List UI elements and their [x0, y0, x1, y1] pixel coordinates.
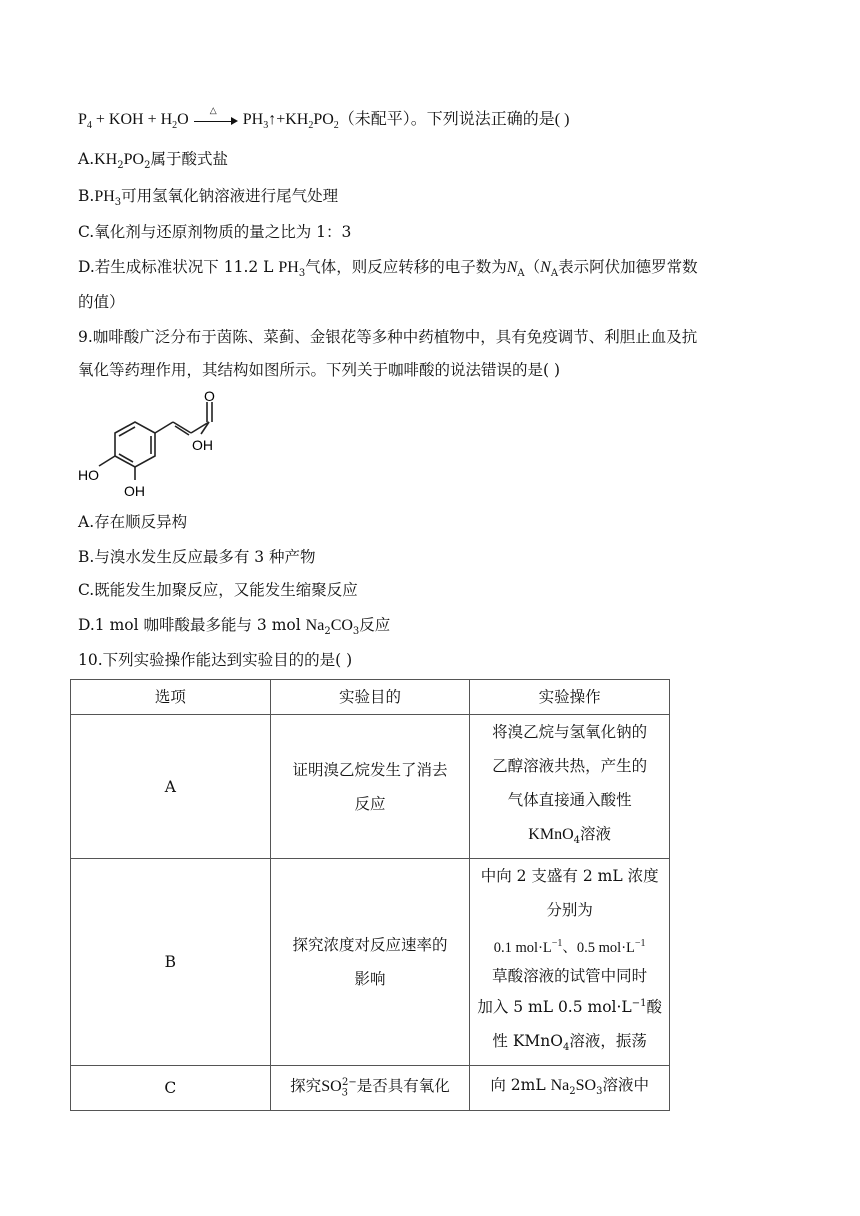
header-option: 选项: [71, 680, 271, 715]
q9-stem-line2: 氧化等药理作用，其结构如图所示。下列关于咖啡酸的说法错误的是( ): [78, 361, 561, 379]
q9-option-b: B.与溴水发生反应最多有 3 种产物: [78, 548, 316, 566]
row-a-purpose: 证明溴乙烷发生了消去 反应: [270, 715, 470, 859]
header-purpose: 实验目的: [270, 680, 470, 715]
row-b-purpose: 探究浓度对反应速率的 影响: [270, 859, 470, 1066]
table-header-row: [71, 680, 670, 715]
reaction-arrow-icon: △: [194, 113, 238, 127]
row-c-option: C: [71, 1066, 271, 1111]
experiment-table: [70, 679, 670, 1111]
q8-option-c: C.氧化剂与还原剂物质的量之比为 1：3: [78, 223, 352, 241]
table-row: [71, 1066, 670, 1111]
label-oh: OH: [192, 437, 213, 453]
label-o: O: [204, 388, 215, 404]
table-row: [71, 859, 670, 1066]
q8-option-b: $B.PH_3$可用氢氧化钠溶液进行尾气处理: [78, 187, 339, 209]
q8-option-a: $A.KH_2PO_2$属于酸式盐: [78, 150, 228, 172]
row-a-option: A: [71, 715, 271, 859]
header-operation: 实验操作: [470, 680, 670, 715]
label-ho: HO: [78, 467, 99, 483]
q10-stem: 10.下列实验操作能达到实验目的的是( ): [78, 651, 353, 669]
q8-equation: $P_4$ + KOH + $H_2O$ △ $PH_3↑+KH_2PO_2$（未配平）。下列说法正确的是( ): [78, 105, 570, 132]
row-c-operation: 向 2mL $Na_2SO_3$溶液中: [470, 1066, 670, 1111]
table-row: [71, 715, 670, 859]
q9-option-d: D.1 mol 咖啡酸最多能与 3 mol $Na_2CO_3$反应: [78, 616, 391, 638]
q9-stem-line1: 9.咖啡酸广泛分布于茵陈、菜蓟、金银花等多种中药植物中，具有免疫调节、利胆止血及抗: [78, 328, 698, 346]
q9-option-a: A.存在顺反异构: [78, 513, 188, 531]
row-b-operation: 中向 2 支盛有 2 mL 浓度 分别为 0.1 $mol\cdot L^{-1}$、0.5 $mol\cdot L^{-1}$ 草酸溶液的试管中同时 加入 5 mL 0.5 $mol\cdot L^{-1}$酸 性 KMnO$_4$溶液，振荡: [470, 859, 670, 1066]
row-a-operation: 将溴乙烷与氢氧化钠的 乙醇溶液共热，产生的 气体直接通入酸性 KMnO$_4$溶液: [470, 715, 670, 859]
q8-option-d-cont: 的值）: [78, 293, 125, 311]
row-b-option: B: [71, 859, 271, 1066]
q9-option-c: C.既能发生加聚反应，又能发生缩聚反应: [78, 581, 358, 599]
q8-option-d: D.若生成标准状况下 11.2 L $PH_3$气体，则反应转移的电子数为$N_A(N_A$表示阿伏加德罗常数: [78, 258, 698, 280]
caffeic-acid-structure: [75, 388, 235, 500]
row-c-purpose: 探究$SO_3^{2-}$是否具有氧化: [270, 1066, 470, 1111]
label-oh2: OH: [124, 483, 145, 499]
